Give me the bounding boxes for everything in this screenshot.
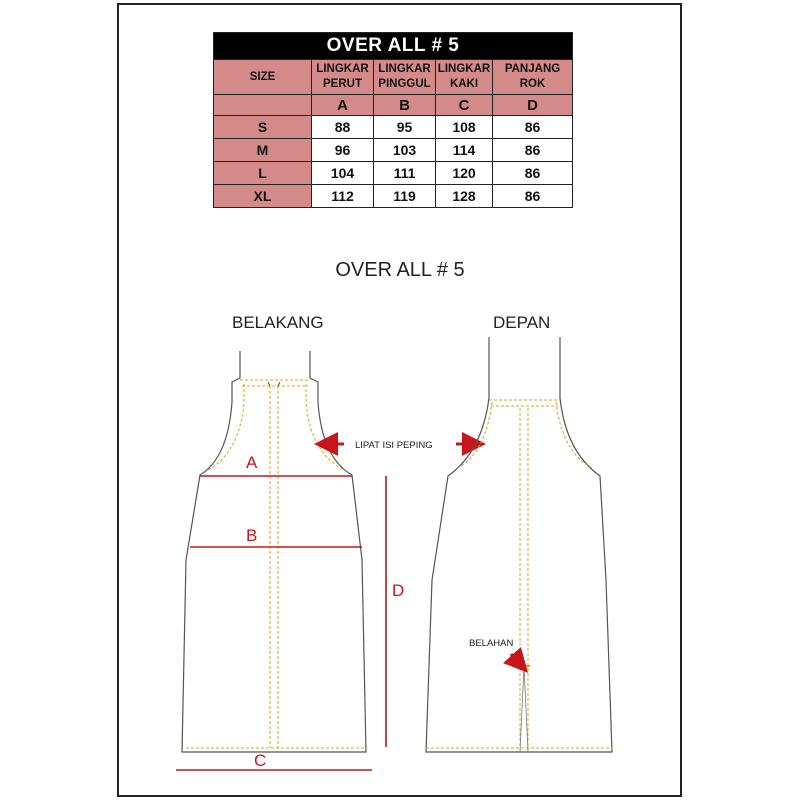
- front-garment-outline: [426, 337, 612, 752]
- label-b: B: [246, 526, 258, 545]
- value-cell: 112: [312, 185, 374, 208]
- column-letter-b: B: [374, 95, 436, 116]
- label-d: D: [392, 581, 405, 600]
- value-cell: 104: [312, 162, 374, 185]
- back-hem-stitch: [268, 382, 280, 386]
- back-garment: [182, 351, 366, 752]
- value-cell: 88: [312, 116, 374, 139]
- value-cell: 111: [374, 162, 436, 185]
- piping-label: LIPAT ISI PEPING: [355, 440, 433, 451]
- column-header-c: LINGKAR KAKI: [436, 60, 493, 95]
- front-view-label: DEPAN: [493, 313, 551, 332]
- value-cell: 96: [312, 139, 374, 162]
- front-strap-stitch: [426, 408, 612, 748]
- size-cell: S: [214, 116, 312, 139]
- column-header-a: LINGKAR PERUT: [312, 60, 374, 95]
- value-cell: 86: [493, 162, 573, 185]
- value-cell: 103: [374, 139, 436, 162]
- front-stitch-line: [458, 400, 592, 468]
- size-header: SIZE: [214, 60, 312, 95]
- back-garment-outline: [182, 351, 366, 752]
- column-header-d: PANJANG ROK: [493, 60, 573, 95]
- value-cell: 108: [436, 116, 493, 139]
- label-c: C: [254, 751, 267, 770]
- slit-arrow: [511, 654, 520, 664]
- value-cell: 86: [493, 116, 573, 139]
- value-cell: 86: [493, 139, 573, 162]
- label-a: A: [246, 453, 258, 472]
- column-letter-c: C: [436, 95, 493, 116]
- slit-label: BELAHAN: [469, 638, 514, 649]
- front-garment: [426, 337, 612, 752]
- value-cell: 128: [436, 185, 493, 208]
- column-letter-a: A: [312, 95, 374, 116]
- value-cell: 114: [436, 139, 493, 162]
- size-cell: M: [214, 139, 312, 162]
- size-cell: XL: [214, 185, 312, 208]
- back-strap-stitch: [186, 386, 366, 748]
- back-view-label: BELAKANG: [232, 313, 324, 332]
- value-cell: 120: [436, 162, 493, 185]
- size-cell: L: [214, 162, 312, 185]
- value-cell: 119: [374, 185, 436, 208]
- front-slit: [520, 666, 528, 752]
- column-letter-d: D: [493, 95, 573, 116]
- table-title: OVER ALL # 5: [214, 33, 573, 60]
- value-cell: 86: [493, 185, 573, 208]
- value-cell: 95: [374, 116, 436, 139]
- back-stitch-line: [208, 380, 344, 470]
- column-header-b: LINGKAR PINGGUL: [374, 60, 436, 95]
- diagram-title: OVER ALL # 5: [335, 259, 465, 281]
